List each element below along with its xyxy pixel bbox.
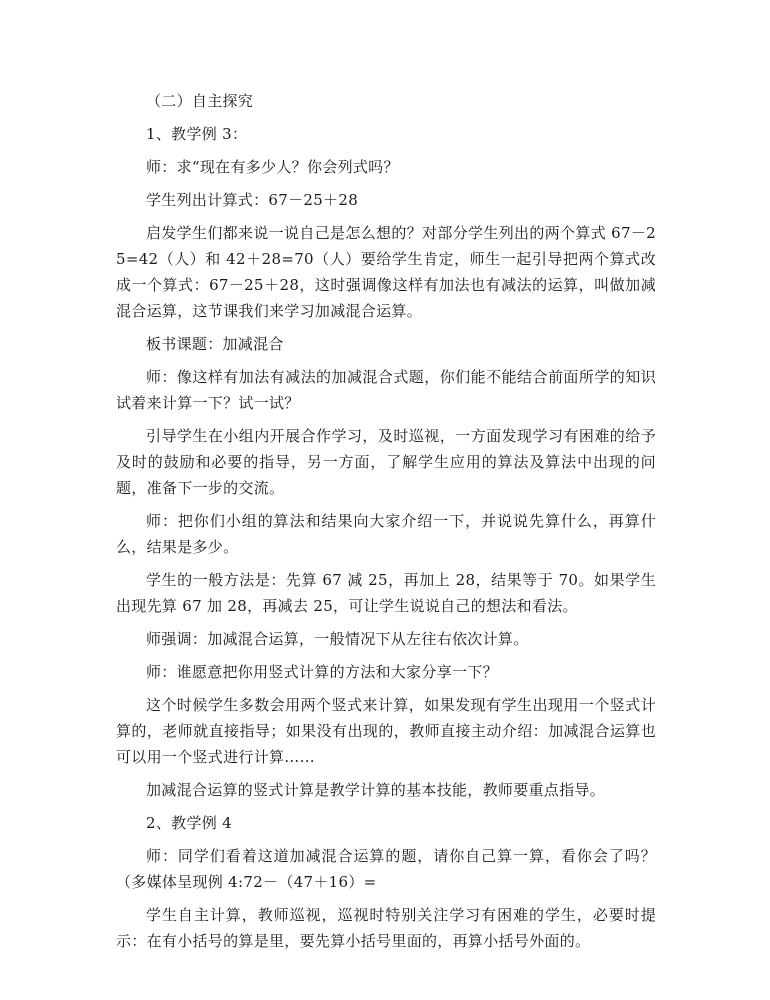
- document-page: [116, 88, 656, 954]
- paragraph: 师：像这样有加法有减法的加减混合式题，你们能不能结合前面所学的知识试着来计算一下？试一试？: [116, 368, 656, 412]
- paragraph: 学生的一般方法是：先算 67 减 25，再加上 28，结果等于 70。如果学生出现先算 67 加 28，再减去 25，可让学生说说自己的想法和看法。: [116, 571, 656, 615]
- example-heading: 1、教学例 3：: [146, 125, 248, 143]
- section-heading: （二）自主探究: [146, 92, 254, 110]
- paragraph: 学生自主计算，教师巡视，巡视时特别关注学习有困难的学生，必要时提示：在有小括号的算是里，要先算小括号里面的，再算小括号外面的。: [116, 906, 656, 950]
- example-heading: 2、教学例 4: [146, 814, 232, 832]
- paragraph: 学生列出计算式：67－25＋28: [146, 191, 359, 209]
- paragraph: 引导学生在小组内开展合作学习，及时巡视，一方面发现学习有困难的给予及时的鼓励和必要的指导，另一方面，了解学生应用的算法及算法中出现的问题，准备下一步的交流。: [116, 427, 656, 497]
- paragraph: 启发学生们都来说一说自己是怎么想的？对部分学生列出的两个算式 67－25=42（人）和 42＋28=70（人）要给学生肯定，师生一起引导把两个算式改成一个算式：67－25＋28，这时强调像这样有加法也有减法的运算，叫做加减混合运算，这节课我们来学习加减混合运算。: [116, 224, 656, 320]
- paragraph: 师：求“现在有多少人？你会列式吗？: [146, 158, 399, 176]
- paragraph: 师强调：加减混合运算，一般情况下从左往右依次计算。: [146, 630, 529, 648]
- paragraph: 板书课题：加减混合: [146, 335, 284, 353]
- paragraph: 加减混合运算的竖式计算是教学计算的基本技能，教师要重点指导。: [146, 781, 606, 799]
- paragraph: 这个时候学生多数会用两个竖式来计算，如果发现有学生出现用一个竖式计算的，老师就直接指导；如果没有出现的，教师直接主动介绍：加减混合运算也可以用一个竖式进行计算……: [116, 696, 656, 766]
- paragraph: 师：把你们小组的算法和结果向大家介绍一下，并说说先算什么，再算什么，结果是多少。: [116, 512, 656, 556]
- paragraph: 师：谁愿意把你用竖式计算的方法和大家分享一下？: [146, 663, 498, 681]
- paragraph: 师：同学们看着这道加减混合运算的题，请你自己算一算，看你会了吗？（多媒体呈现例 4:72－（47＋16）=: [116, 847, 656, 891]
